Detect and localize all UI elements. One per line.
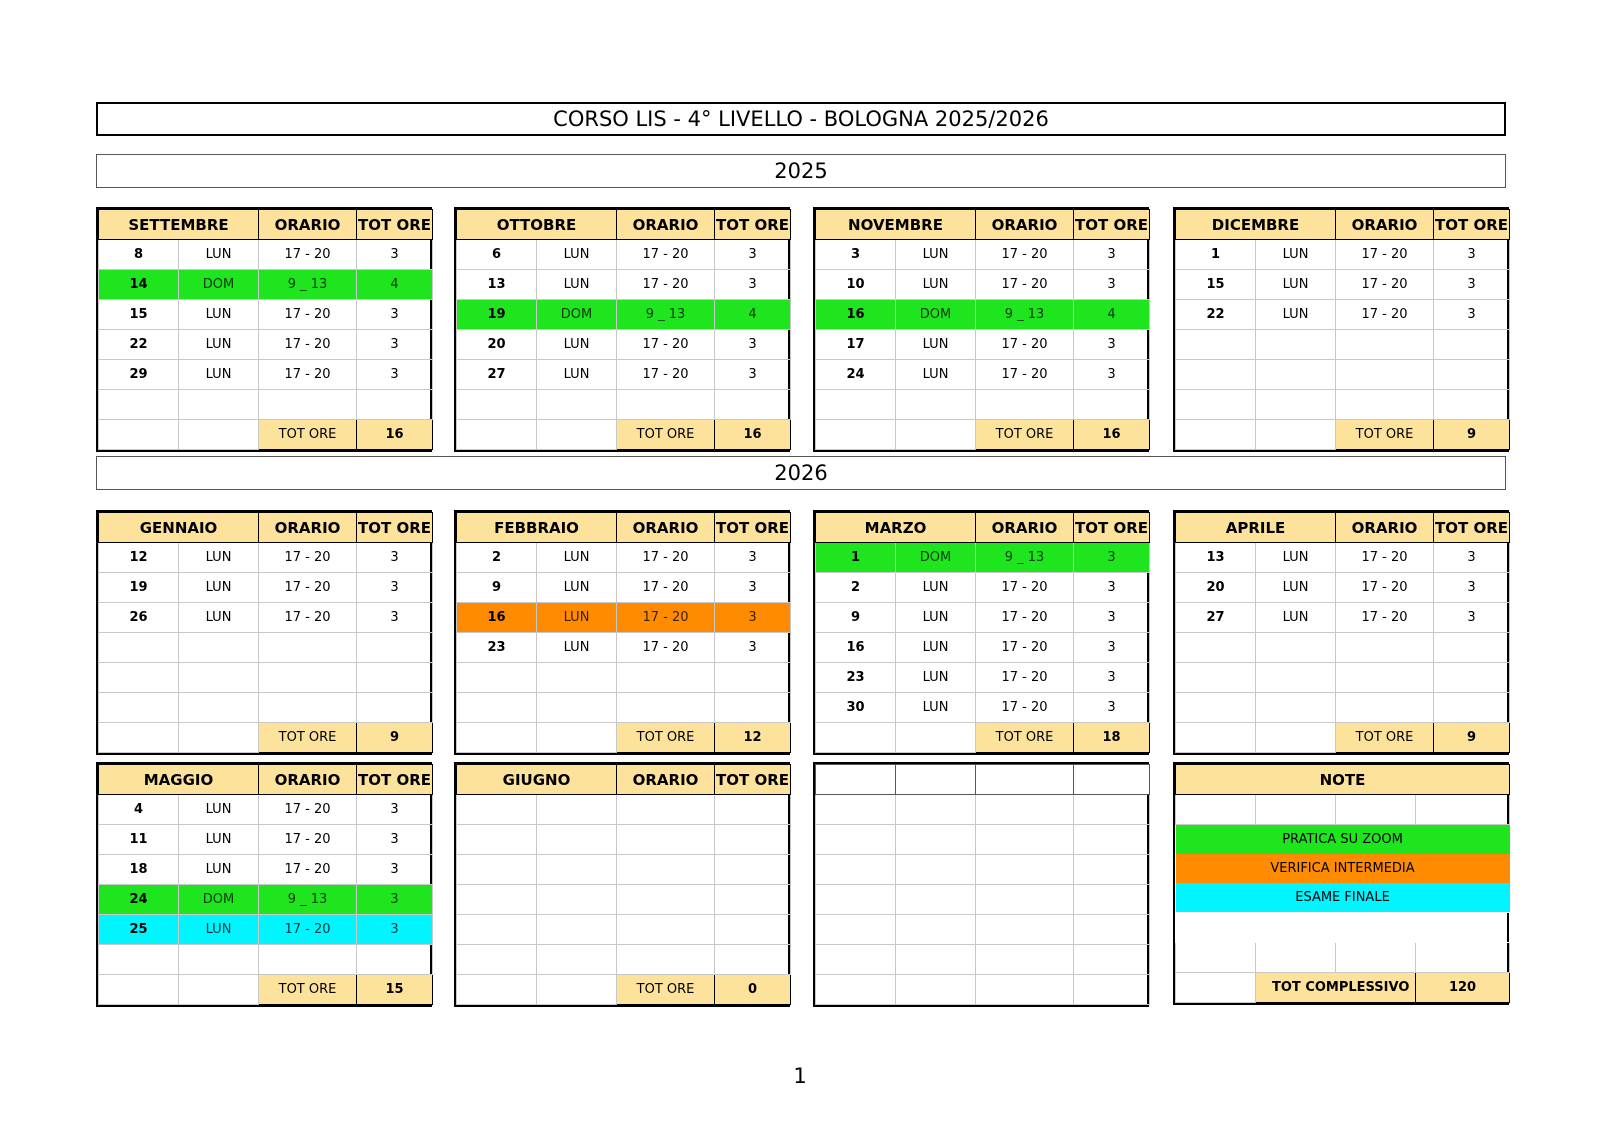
- lesson-hours: 3: [1074, 663, 1150, 693]
- lesson-hours: 3: [1434, 573, 1510, 603]
- lesson-weekday: LUN: [537, 573, 617, 603]
- lesson-weekday: LUN: [179, 360, 259, 390]
- col-tot-ore: TOT ORE: [357, 210, 433, 240]
- lesson-day: 20: [1176, 573, 1256, 603]
- document-title: CORSO LIS - 4° LIVELLO - BOLOGNA 2025/2026: [96, 102, 1506, 136]
- lesson-day: 27: [1176, 603, 1256, 633]
- lesson-time: 9 _ 13: [259, 885, 357, 915]
- lesson-hours: 3: [715, 573, 791, 603]
- empty-row: [99, 390, 433, 420]
- lesson-hours: 3: [1074, 270, 1150, 300]
- lesson-weekday: LUN: [896, 663, 976, 693]
- notes-title: NOTE: [1176, 765, 1510, 795]
- lesson-time: 17 - 20: [976, 693, 1074, 723]
- col-tot-ore: TOT ORE: [1074, 210, 1150, 240]
- lesson-day: 23: [816, 663, 896, 693]
- lesson-time: 17 - 20: [617, 270, 715, 300]
- empty-row: [1176, 633, 1510, 663]
- month-total-label: TOT ORE: [617, 420, 715, 450]
- lesson-hours: 3: [357, 543, 433, 573]
- col-tot-ore: TOT ORE: [357, 765, 433, 795]
- col-tot-ore: TOT ORE: [1434, 210, 1510, 240]
- month-total-label: TOT ORE: [259, 420, 357, 450]
- col-orario: ORARIO: [617, 765, 715, 795]
- lesson-row: [816, 573, 1150, 603]
- empty-row: [816, 390, 1150, 420]
- lesson-day: 22: [99, 330, 179, 360]
- lesson-row: [457, 633, 791, 663]
- lesson-time: 17 - 20: [617, 330, 715, 360]
- grand-total-value: 120: [1416, 973, 1510, 1003]
- lesson-day: 11: [99, 825, 179, 855]
- lesson-hours: 3: [1434, 240, 1510, 270]
- lesson-day: 16: [816, 633, 896, 663]
- lesson-time: 17 - 20: [259, 795, 357, 825]
- lesson-day: 23: [457, 633, 537, 663]
- lesson-row: [99, 330, 433, 360]
- lesson-day: 16: [816, 300, 896, 330]
- lesson-row: [816, 360, 1150, 390]
- lesson-day: 16: [457, 603, 537, 633]
- lesson-row: [816, 543, 1150, 573]
- lesson-weekday: LUN: [179, 603, 259, 633]
- lesson-hours: 3: [1074, 603, 1150, 633]
- lesson-hours: 3: [715, 330, 791, 360]
- month-total-value: 9: [357, 723, 433, 753]
- lesson-row: [1176, 300, 1510, 330]
- lesson-day: 24: [816, 360, 896, 390]
- lesson-hours: 3: [357, 573, 433, 603]
- lesson-hours: 3: [715, 603, 791, 633]
- lesson-row: [457, 543, 791, 573]
- lesson-hours: 3: [1434, 543, 1510, 573]
- lesson-hours: 3: [357, 885, 433, 915]
- lesson-weekday: LUN: [537, 360, 617, 390]
- lesson-day: 1: [1176, 240, 1256, 270]
- lesson-time: 17 - 20: [976, 270, 1074, 300]
- month-table-novembre: [813, 207, 1149, 452]
- lesson-hours: 3: [1074, 633, 1150, 663]
- month-name: MAGGIO: [99, 765, 259, 795]
- lesson-hours: 3: [357, 240, 433, 270]
- lesson-hours: 4: [1074, 300, 1150, 330]
- lesson-time: 17 - 20: [1336, 543, 1434, 573]
- lesson-weekday: LUN: [896, 270, 976, 300]
- lesson-time: 17 - 20: [259, 360, 357, 390]
- lesson-row: [99, 825, 433, 855]
- lesson-hours: 3: [357, 795, 433, 825]
- legend-esame-finale: ESAME FINALE: [1176, 883, 1510, 913]
- lesson-hours: 4: [715, 300, 791, 330]
- lesson-time: 17 - 20: [1336, 603, 1434, 633]
- empty-row: [457, 885, 791, 915]
- lesson-weekday: LUN: [896, 693, 976, 723]
- lesson-row: [99, 573, 433, 603]
- legend-verifica-intermedia: VERIFICA INTERMEDIA: [1176, 854, 1510, 883]
- col-tot-ore: TOT ORE: [1434, 513, 1510, 543]
- month-name: FEBBRAIO: [457, 513, 617, 543]
- month-total-label: TOT ORE: [976, 420, 1074, 450]
- empty-row: [1176, 360, 1510, 390]
- lesson-time: 17 - 20: [617, 573, 715, 603]
- lesson-hours: 3: [715, 270, 791, 300]
- lesson-row: [1176, 543, 1510, 573]
- month-table-maggio: [96, 762, 432, 1007]
- lesson-day: 19: [457, 300, 537, 330]
- lesson-day: 27: [457, 360, 537, 390]
- month-total-label: TOT ORE: [259, 975, 357, 1005]
- lesson-weekday: LUN: [896, 360, 976, 390]
- lesson-row: [457, 573, 791, 603]
- lesson-weekday: LUN: [179, 855, 259, 885]
- lesson-day: 1: [816, 543, 896, 573]
- lesson-hours: 3: [1074, 543, 1150, 573]
- month-table-ottobre: [454, 207, 790, 452]
- empty-row: [1176, 330, 1510, 360]
- lesson-time: 9 _ 13: [976, 543, 1074, 573]
- lesson-time: 17 - 20: [976, 603, 1074, 633]
- empty-row: [99, 693, 433, 723]
- month-total-label: TOT ORE: [617, 723, 715, 753]
- col-orario: ORARIO: [259, 210, 357, 240]
- lesson-hours: 3: [357, 300, 433, 330]
- col-tot-ore: TOT ORE: [715, 513, 791, 543]
- lesson-day: 18: [99, 855, 179, 885]
- lesson-day: 3: [816, 240, 896, 270]
- lesson-day: 10: [816, 270, 896, 300]
- lesson-hours: 3: [357, 825, 433, 855]
- month-total-value: 12: [715, 723, 791, 753]
- lesson-weekday: LUN: [179, 825, 259, 855]
- lesson-hours: 3: [357, 915, 433, 945]
- lesson-weekday: LUN: [537, 543, 617, 573]
- lesson-day: 2: [816, 573, 896, 603]
- lesson-day: 30: [816, 693, 896, 723]
- month-total-label: TOT ORE: [1336, 420, 1434, 450]
- lesson-time: 17 - 20: [259, 240, 357, 270]
- empty-row: [1176, 663, 1510, 693]
- lesson-hours: 3: [1434, 603, 1510, 633]
- lesson-row: [457, 360, 791, 390]
- lesson-weekday: DOM: [896, 300, 976, 330]
- lesson-row: [99, 360, 433, 390]
- month-name: SETTEMBRE: [99, 210, 259, 240]
- lesson-time: 17 - 20: [259, 825, 357, 855]
- month-table-giugno: [454, 762, 790, 1007]
- lesson-day: 4: [99, 795, 179, 825]
- month-name: NOVEMBRE: [816, 210, 976, 240]
- lesson-hours: 3: [715, 360, 791, 390]
- lesson-row: [457, 330, 791, 360]
- col-tot-ore: TOT ORE: [1074, 513, 1150, 543]
- lesson-row: [816, 693, 1150, 723]
- lesson-day: 24: [99, 885, 179, 915]
- lesson-weekday: LUN: [179, 300, 259, 330]
- month-name: APRILE: [1176, 513, 1336, 543]
- lesson-time: 9 _ 13: [976, 300, 1074, 330]
- lesson-hours: 3: [357, 360, 433, 390]
- lesson-row: [816, 300, 1150, 330]
- lesson-weekday: LUN: [1256, 300, 1336, 330]
- lesson-weekday: LUN: [537, 330, 617, 360]
- notes-table: [1173, 762, 1509, 1005]
- lesson-hours: 3: [1074, 330, 1150, 360]
- lesson-weekday: LUN: [1256, 573, 1336, 603]
- lesson-row: [99, 915, 433, 945]
- col-orario: ORARIO: [976, 513, 1074, 543]
- lesson-time: 17 - 20: [976, 663, 1074, 693]
- lesson-day: 13: [457, 270, 537, 300]
- lesson-weekday: LUN: [896, 633, 976, 663]
- lesson-time: 17 - 20: [976, 330, 1074, 360]
- month-total-value: 0: [715, 975, 791, 1005]
- col-orario: ORARIO: [1336, 210, 1434, 240]
- lesson-weekday: LUN: [1256, 270, 1336, 300]
- lesson-weekday: LUN: [179, 240, 259, 270]
- lesson-row: [99, 240, 433, 270]
- lesson-row: [1176, 573, 1510, 603]
- lesson-row: [457, 270, 791, 300]
- col-orario: ORARIO: [259, 513, 357, 543]
- lesson-hours: 3: [357, 855, 433, 885]
- month-name: GIUGNO: [457, 765, 617, 795]
- month-total-value: 15: [357, 975, 433, 1005]
- lesson-hours: 3: [1434, 300, 1510, 330]
- month-total-label: TOT ORE: [976, 723, 1074, 753]
- month-name: MARZO: [816, 513, 976, 543]
- col-tot-ore: TOT ORE: [715, 210, 791, 240]
- lesson-day: 25: [99, 915, 179, 945]
- month-name: OTTOBRE: [457, 210, 617, 240]
- page-number: 1: [793, 1064, 807, 1088]
- lesson-time: 9 _ 13: [259, 270, 357, 300]
- col-orario: ORARIO: [617, 210, 715, 240]
- lesson-hours: 3: [715, 240, 791, 270]
- empty-row: [99, 633, 433, 663]
- lesson-time: 17 - 20: [617, 633, 715, 663]
- lesson-row: [99, 270, 433, 300]
- lesson-hours: 3: [1074, 240, 1150, 270]
- lesson-weekday: LUN: [896, 240, 976, 270]
- empty-row: [1176, 693, 1510, 723]
- lesson-weekday: LUN: [179, 795, 259, 825]
- lesson-row: [1176, 603, 1510, 633]
- lesson-weekday: LUN: [896, 603, 976, 633]
- empty-row: [457, 825, 791, 855]
- lesson-row: [99, 885, 433, 915]
- lesson-weekday: LUN: [1256, 240, 1336, 270]
- lesson-time: 17 - 20: [617, 240, 715, 270]
- lesson-row: [99, 855, 433, 885]
- lesson-time: 17 - 20: [259, 915, 357, 945]
- lesson-day: 15: [1176, 270, 1256, 300]
- lesson-day: 12: [99, 543, 179, 573]
- lesson-day: 19: [99, 573, 179, 603]
- lesson-weekday: DOM: [179, 270, 259, 300]
- col-orario: ORARIO: [617, 513, 715, 543]
- lesson-hours: 3: [1074, 693, 1150, 723]
- month-table-gennaio: [96, 510, 432, 755]
- month-total-value: 16: [715, 420, 791, 450]
- lesson-row: [816, 633, 1150, 663]
- lesson-day: 29: [99, 360, 179, 390]
- empty-row: [99, 663, 433, 693]
- lesson-hours: 3: [715, 633, 791, 663]
- lesson-day: 13: [1176, 543, 1256, 573]
- lesson-weekday: LUN: [179, 543, 259, 573]
- lesson-time: 9 _ 13: [617, 300, 715, 330]
- lesson-time: 17 - 20: [1336, 300, 1434, 330]
- lesson-weekday: LUN: [179, 915, 259, 945]
- lesson-day: 6: [457, 240, 537, 270]
- col-orario: ORARIO: [976, 210, 1074, 240]
- lesson-day: 14: [99, 270, 179, 300]
- lesson-weekday: DOM: [537, 300, 617, 330]
- lesson-weekday: LUN: [537, 633, 617, 663]
- lesson-weekday: LUN: [537, 603, 617, 633]
- col-tot-ore: TOT ORE: [357, 513, 433, 543]
- lesson-day: 8: [99, 240, 179, 270]
- legend-pratica-su-zoom: PRATICA SU ZOOM: [1176, 825, 1510, 855]
- month-table-dicembre: [1173, 207, 1509, 452]
- lesson-row: [816, 663, 1150, 693]
- lesson-day: 15: [99, 300, 179, 330]
- empty-table: [813, 762, 1149, 1007]
- grand-total-label: TOT COMPLESSIVO: [1256, 973, 1416, 1003]
- month-total-value: 16: [1074, 420, 1150, 450]
- lesson-weekday: LUN: [179, 573, 259, 603]
- lesson-weekday: LUN: [1256, 543, 1336, 573]
- lesson-weekday: LUN: [537, 270, 617, 300]
- lesson-hours: 3: [1434, 270, 1510, 300]
- month-total-value: 16: [357, 420, 433, 450]
- lesson-time: 17 - 20: [259, 543, 357, 573]
- lesson-weekday: DOM: [179, 885, 259, 915]
- month-total-label: TOT ORE: [1336, 723, 1434, 753]
- lesson-time: 17 - 20: [259, 573, 357, 603]
- month-table-marzo: [813, 510, 1149, 755]
- lesson-time: 17 - 20: [976, 240, 1074, 270]
- lesson-time: 17 - 20: [1336, 270, 1434, 300]
- lesson-time: 17 - 20: [1336, 240, 1434, 270]
- empty-row: [457, 693, 791, 723]
- lesson-weekday: DOM: [896, 543, 976, 573]
- month-total-value: 9: [1434, 420, 1510, 450]
- lesson-day: 20: [457, 330, 537, 360]
- lesson-time: 17 - 20: [617, 360, 715, 390]
- lesson-time: 17 - 20: [617, 603, 715, 633]
- lesson-hours: 3: [1074, 573, 1150, 603]
- empty-row: [1176, 390, 1510, 420]
- empty-row: [457, 663, 791, 693]
- lesson-time: 17 - 20: [976, 633, 1074, 663]
- lesson-row: [1176, 270, 1510, 300]
- col-orario: ORARIO: [1336, 513, 1434, 543]
- lesson-time: 17 - 20: [617, 543, 715, 573]
- lesson-day: 26: [99, 603, 179, 633]
- lesson-row: [1176, 240, 1510, 270]
- lesson-weekday: LUN: [537, 240, 617, 270]
- lesson-day: 2: [457, 543, 537, 573]
- lesson-hours: 3: [357, 330, 433, 360]
- month-total-value: 18: [1074, 723, 1150, 753]
- lesson-weekday: LUN: [896, 573, 976, 603]
- lesson-row: [99, 543, 433, 573]
- lesson-row: [457, 603, 791, 633]
- lesson-row: [99, 300, 433, 330]
- col-tot-ore: TOT ORE: [715, 765, 791, 795]
- lesson-day: 17: [816, 330, 896, 360]
- month-total-value: 9: [1434, 723, 1510, 753]
- empty-row: [457, 390, 791, 420]
- lesson-day: 22: [1176, 300, 1256, 330]
- col-orario: ORARIO: [259, 765, 357, 795]
- lesson-time: 17 - 20: [259, 603, 357, 633]
- lesson-row: [99, 603, 433, 633]
- empty-row: [457, 795, 791, 825]
- lesson-row: [816, 330, 1150, 360]
- empty-row: [99, 945, 433, 975]
- month-table-aprile: [1173, 510, 1509, 755]
- empty-row: [457, 915, 791, 945]
- month-table-settembre: [96, 207, 432, 452]
- lesson-time: 17 - 20: [259, 855, 357, 885]
- lesson-time: 17 - 20: [976, 573, 1074, 603]
- month-total-label: TOT ORE: [617, 975, 715, 1005]
- lesson-hours: 3: [357, 603, 433, 633]
- lesson-time: 17 - 20: [259, 330, 357, 360]
- lesson-day: 9: [457, 573, 537, 603]
- lesson-row: [99, 795, 433, 825]
- lesson-row: [816, 240, 1150, 270]
- lesson-day: 9: [816, 603, 896, 633]
- lesson-row: [457, 240, 791, 270]
- lesson-row: [457, 300, 791, 330]
- month-table-febbraio: [454, 510, 790, 755]
- lesson-weekday: LUN: [896, 330, 976, 360]
- empty-row: [457, 855, 791, 885]
- empty-row: [457, 945, 791, 975]
- month-name: GENNAIO: [99, 513, 259, 543]
- lesson-hours: 3: [715, 543, 791, 573]
- year-heading-2025: 2025: [96, 154, 1506, 188]
- lesson-row: [816, 603, 1150, 633]
- lesson-hours: 4: [357, 270, 433, 300]
- lesson-weekday: LUN: [179, 330, 259, 360]
- month-total-label: TOT ORE: [259, 723, 357, 753]
- year-heading-2026: 2026: [96, 456, 1506, 490]
- lesson-time: 17 - 20: [259, 300, 357, 330]
- lesson-hours: 3: [1074, 360, 1150, 390]
- lesson-weekday: LUN: [1256, 603, 1336, 633]
- lesson-row: [816, 270, 1150, 300]
- lesson-time: 17 - 20: [976, 360, 1074, 390]
- month-name: DICEMBRE: [1176, 210, 1336, 240]
- lesson-time: 17 - 20: [1336, 573, 1434, 603]
